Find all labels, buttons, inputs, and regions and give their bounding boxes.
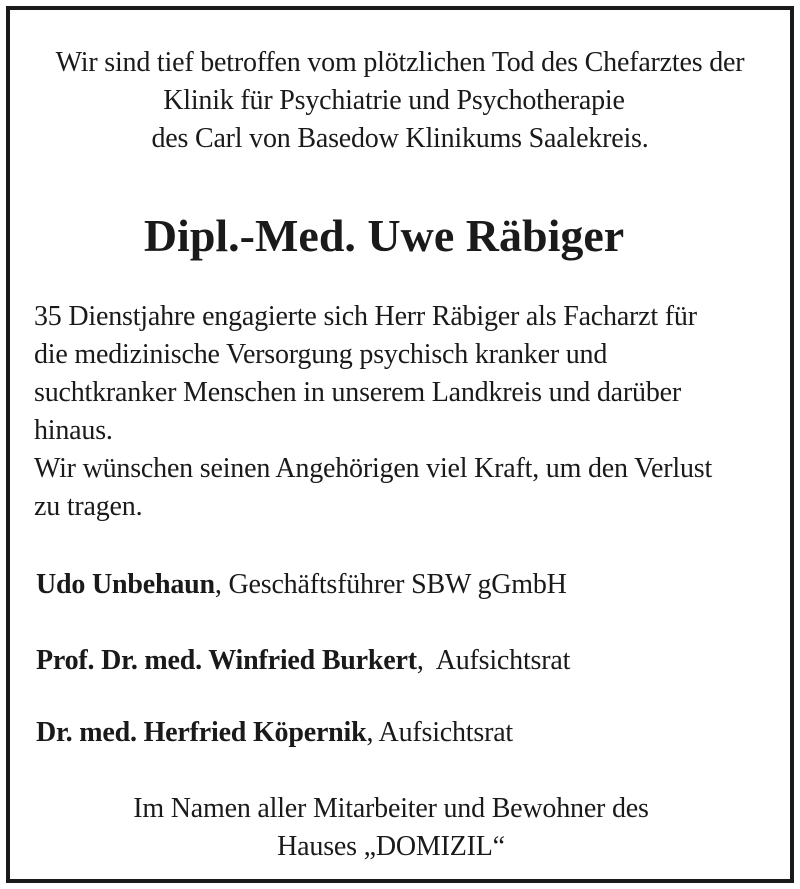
signatory-3 — [36, 716, 513, 750]
signatory-3-role: , Aufsichtsrat — [366, 717, 514, 748]
signatory-1 — [36, 568, 567, 602]
body-line-2: die medizinische Versorgung psychisch kranker und — [34, 339, 608, 370]
body-line-6: zu tragen. — [34, 491, 143, 522]
signatory-2 — [36, 644, 570, 678]
signatory-2-name: Prof. Dr. med. Winfried Burkert — [36, 645, 417, 676]
body-line-5: Wir wünschen seinen Angehörigen viel Kraft, um den Verlust — [34, 453, 713, 484]
intro-line-3: des Carl von Basedow Klinikums Saalekreis. — [151, 123, 649, 154]
signatory-3-name: Dr. med. Herfried Köpernik — [36, 717, 367, 748]
body-line-1: 35 Dienstjahre engagierte sich Herr Räbiger als Facharzt für — [34, 301, 697, 332]
intro-line-1: Wir sind tief betroffen vom plötzlichen Tod des Chefarztes der — [55, 47, 745, 78]
signatory-2-role: , Aufsichtsrat — [416, 645, 571, 676]
intro-line-2: Klinik für Psychiatrie und Psychotherapie — [163, 85, 625, 116]
deceased-name: Dipl.-Med. Uwe Räbiger — [143, 210, 625, 261]
body-line-4: hinaus. — [34, 415, 113, 446]
closing-line-1: Im Namen aller Mitarbeiter und Bewohner des — [133, 793, 649, 824]
closing-line-2: Hauses „DOMIZIL“ — [277, 831, 505, 862]
body-line-3: suchtkranker Menschen in unserem Landkreis und darüber — [34, 377, 681, 408]
signatory-1-role: , Geschäftsführer SBW gGmbH — [214, 569, 567, 600]
signatory-1-name: Udo Unbehaun — [36, 569, 215, 600]
obituary-notice — [6, 6, 794, 883]
